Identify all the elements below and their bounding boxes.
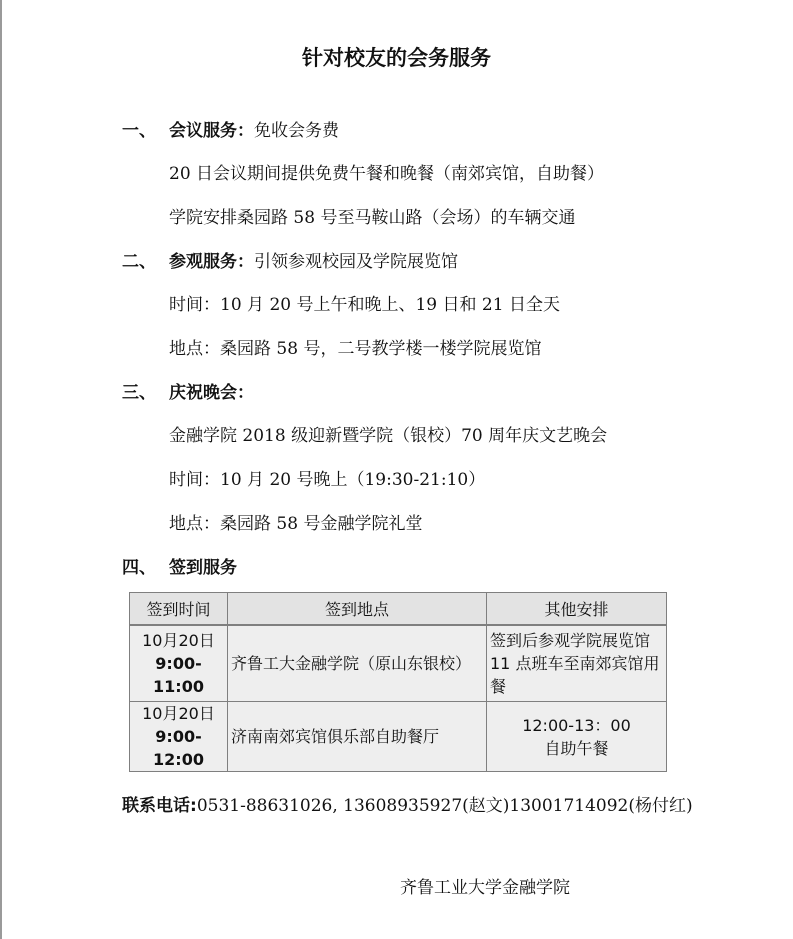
table-cell-place: 济南南郊宾馆俱乐部自助餐厅: [228, 702, 487, 772]
section-3-heading: [169, 381, 254, 405]
signature: 齐鲁工业大学金融学院: [400, 878, 570, 898]
section-1-number: 一、: [122, 121, 156, 141]
section-1-heading: [169, 119, 339, 143]
contact-line: [122, 794, 693, 818]
section-2-heading-label: 参观服务：: [169, 252, 254, 272]
table-cell-time: [130, 625, 228, 702]
section-4-heading-label: 签到服务: [169, 558, 237, 578]
table-cell-place: 齐鲁工大金融学院（原山东银校）: [228, 625, 487, 702]
section-2-heading-text: 引领参观校园及学院展览馆: [254, 252, 458, 272]
section-2-heading: [169, 250, 458, 274]
section-3-line-3: 地点：桑园路 58 号金融学院礼堂: [169, 514, 423, 534]
section-1-heading-text: 免收会务费: [254, 121, 339, 141]
document-title: 针对校友的会务服务: [302, 46, 491, 70]
contact-label: 联系电话:: [122, 796, 197, 816]
section-4-number: 四、: [122, 558, 156, 578]
table-cell-other: 签到后参观学院展览馆 11 点班车至南郊宾馆用餐: [487, 625, 667, 702]
table-header-other: 其他安排: [487, 593, 667, 626]
table-header-time: 签到时间: [130, 593, 228, 626]
section-2-line-1: 时间：10 月 20 号上午和晚上、19 日和 21 日全天: [169, 295, 560, 315]
table-header-place: 签到地点: [228, 593, 487, 626]
table-header-row: [130, 593, 667, 626]
section-1-line-1: 20 日会议期间提供免费午餐和晚餐（南郊宾馆，自助餐）: [169, 164, 605, 184]
signin-time: 9:00-12:00: [153, 727, 204, 769]
table-row: [130, 702, 667, 772]
signin-date: 10月20日: [142, 704, 215, 723]
signin-time: 9:00-11:00: [153, 654, 204, 696]
other-time: 12:00-13：00: [522, 715, 631, 735]
other-note: 自助午餐: [544, 738, 609, 758]
table-cell-other: [487, 702, 667, 772]
contact-phones: 0531-88631026, 13608935927(赵文)13001714092(杨付红): [196, 796, 693, 816]
section-4-heading: [169, 556, 237, 580]
table-row: [130, 625, 667, 702]
signin-date: 10月20日: [142, 631, 215, 650]
section-3-heading-label: 庆祝晚会：: [169, 383, 254, 403]
table-cell-time: [130, 702, 228, 772]
section-1-line-2: 学院安排桑园路 58 号至马鞍山路（会场）的车辆交通: [169, 208, 576, 228]
section-3-line-1: 金融学院 2018 级迎新暨学院（银校）70 周年庆文艺晚会: [169, 426, 608, 446]
page-left-border: [0, 0, 2, 939]
section-2-number: 二、: [122, 252, 156, 272]
signin-table: [129, 592, 667, 772]
section-2-line-2: 地点：桑园路 58 号，二号教学楼一楼学院展览馆: [169, 339, 542, 359]
section-3-number: 三、: [122, 383, 156, 403]
section-1-heading-label: 会议服务：: [169, 121, 254, 141]
section-3-line-2: 时间：10 月 20 号晚上（19:30-21:10）: [169, 470, 486, 490]
